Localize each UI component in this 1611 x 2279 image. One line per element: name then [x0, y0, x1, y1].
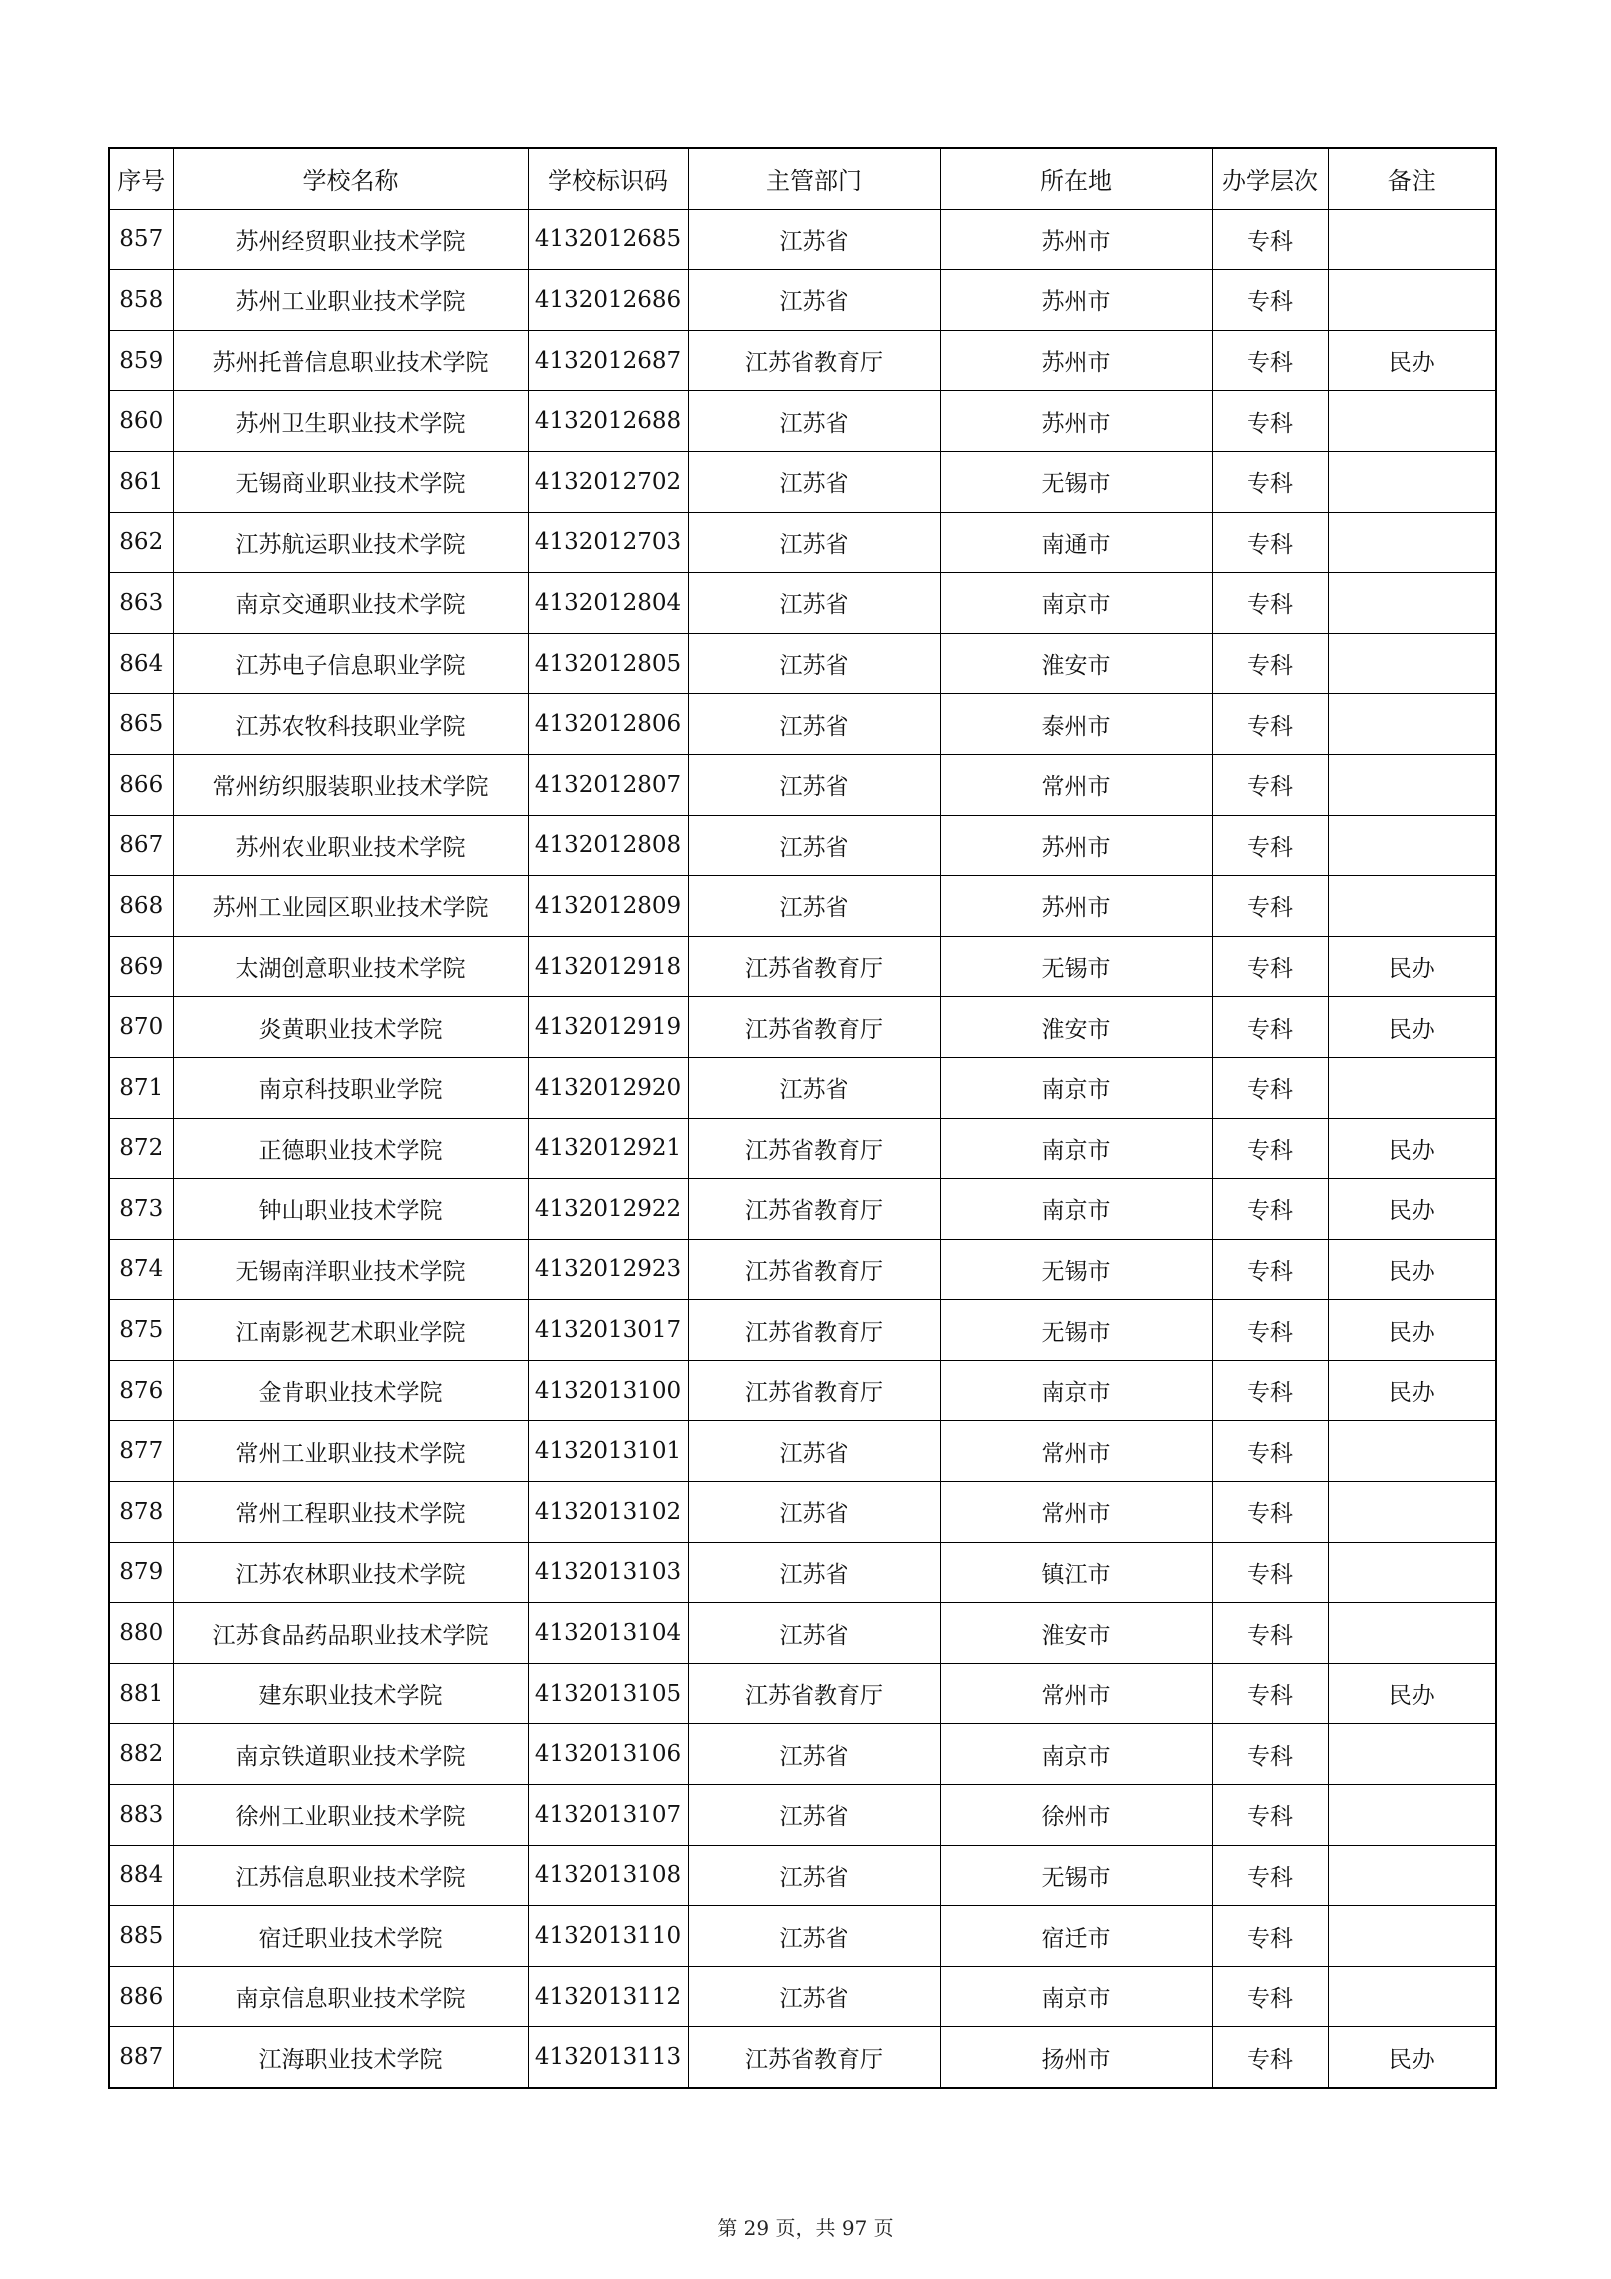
cell-row-index: 875 [109, 1300, 173, 1361]
cell-location: 苏州市 [940, 330, 1212, 391]
cell-remarks [1328, 1482, 1496, 1543]
table-row [109, 391, 1496, 452]
cell-remarks [1328, 1542, 1496, 1603]
cell-department: 江苏省 [688, 451, 940, 512]
cell-level: 专科 [1212, 270, 1328, 331]
table-row [109, 1785, 1496, 1846]
cell-row-index: 871 [109, 1057, 173, 1118]
cell-school-name: 建东职业技术学院 [173, 1663, 528, 1724]
cell-location: 无锡市 [940, 1300, 1212, 1361]
cell-location: 苏州市 [940, 209, 1212, 270]
table-header-row [109, 148, 1496, 209]
table-row [109, 1724, 1496, 1785]
cell-school-code: 4132012688 [528, 391, 688, 452]
table-row [109, 1906, 1496, 1967]
cell-row-index: 864 [109, 633, 173, 694]
cell-school-name: 江苏电子信息职业学院 [173, 633, 528, 694]
cell-school-code: 4132012809 [528, 876, 688, 937]
cell-department: 江苏省 [688, 1906, 940, 1967]
cell-level: 专科 [1212, 1239, 1328, 1300]
header-level: 办学层次 [1212, 148, 1328, 209]
cell-department: 江苏省 [688, 633, 940, 694]
cell-school-code: 4132013107 [528, 1785, 688, 1846]
cell-school-code: 4132013104 [528, 1603, 688, 1664]
cell-level: 专科 [1212, 754, 1328, 815]
cell-school-code: 4132013105 [528, 1663, 688, 1724]
cell-school-name: 苏州卫生职业技术学院 [173, 391, 528, 452]
cell-department: 江苏省 [688, 876, 940, 937]
cell-level: 专科 [1212, 451, 1328, 512]
cell-remarks: 民办 [1328, 1300, 1496, 1361]
cell-level: 专科 [1212, 1724, 1328, 1785]
cell-row-index: 862 [109, 512, 173, 573]
cell-department: 江苏省 [688, 1542, 940, 1603]
header-school-code: 学校标识码 [528, 148, 688, 209]
cell-department: 江苏省 [688, 694, 940, 755]
cell-level: 专科 [1212, 2027, 1328, 2088]
cell-remarks [1328, 451, 1496, 512]
cell-school-code: 4132012922 [528, 1179, 688, 1240]
cell-level: 专科 [1212, 1482, 1328, 1543]
cell-location: 扬州市 [940, 2027, 1212, 2088]
table-row [109, 270, 1496, 331]
cell-location: 常州市 [940, 1482, 1212, 1543]
cell-level: 专科 [1212, 936, 1328, 997]
table-body [109, 209, 1496, 2088]
cell-location: 南京市 [940, 1724, 1212, 1785]
cell-location: 常州市 [940, 1421, 1212, 1482]
cell-school-code: 4132012808 [528, 815, 688, 876]
table-row [109, 1360, 1496, 1421]
table-row [109, 1542, 1496, 1603]
cell-school-code: 4132013103 [528, 1542, 688, 1603]
cell-level: 专科 [1212, 330, 1328, 391]
cell-school-code: 4132012807 [528, 754, 688, 815]
cell-level: 专科 [1212, 997, 1328, 1058]
cell-school-name: 常州纺织服装职业技术学院 [173, 754, 528, 815]
cell-school-name: 苏州工业职业技术学院 [173, 270, 528, 331]
cell-remarks [1328, 876, 1496, 937]
cell-level: 专科 [1212, 1057, 1328, 1118]
table-row [109, 1603, 1496, 1664]
cell-department: 江苏省 [688, 573, 940, 634]
cell-level: 专科 [1212, 1542, 1328, 1603]
cell-school-code: 4132013112 [528, 1966, 688, 2027]
cell-row-index: 860 [109, 391, 173, 452]
cell-school-code: 4132013108 [528, 1845, 688, 1906]
cell-department: 江苏省教育厅 [688, 1118, 940, 1179]
cell-school-code: 4132012685 [528, 209, 688, 270]
cell-location: 淮安市 [940, 997, 1212, 1058]
cell-school-name: 太湖创意职业技术学院 [173, 936, 528, 997]
cell-remarks [1328, 1603, 1496, 1664]
table-row [109, 997, 1496, 1058]
cell-location: 苏州市 [940, 270, 1212, 331]
cell-location: 南京市 [940, 1966, 1212, 2027]
cell-level: 专科 [1212, 633, 1328, 694]
cell-remarks [1328, 1906, 1496, 1967]
cell-school-name: 苏州经贸职业技术学院 [173, 209, 528, 270]
cell-row-index: 870 [109, 997, 173, 1058]
cell-remarks: 民办 [1328, 1663, 1496, 1724]
cell-department: 江苏省教育厅 [688, 330, 940, 391]
table-row [109, 1239, 1496, 1300]
cell-school-code: 4132012805 [528, 633, 688, 694]
cell-level: 专科 [1212, 1603, 1328, 1664]
cell-location: 无锡市 [940, 451, 1212, 512]
cell-school-name: 常州工业职业技术学院 [173, 1421, 528, 1482]
cell-school-code: 4132012919 [528, 997, 688, 1058]
cell-school-name: 江南影视艺术职业学院 [173, 1300, 528, 1361]
cell-department: 江苏省 [688, 1603, 940, 1664]
cell-department: 江苏省 [688, 209, 940, 270]
cell-school-name: 江苏航运职业技术学院 [173, 512, 528, 573]
table-row [109, 330, 1496, 391]
cell-school-code: 4132012686 [528, 270, 688, 331]
cell-location: 南京市 [940, 1118, 1212, 1179]
cell-row-index: 863 [109, 573, 173, 634]
cell-remarks [1328, 1724, 1496, 1785]
cell-school-code: 4132012702 [528, 451, 688, 512]
cell-row-index: 857 [109, 209, 173, 270]
cell-school-name: 金肯职业技术学院 [173, 1360, 528, 1421]
cell-level: 专科 [1212, 1179, 1328, 1240]
table-row [109, 754, 1496, 815]
cell-school-name: 苏州托普信息职业技术学院 [173, 330, 528, 391]
cell-school-name: 江海职业技术学院 [173, 2027, 528, 2088]
cell-remarks [1328, 1966, 1496, 2027]
cell-location: 镇江市 [940, 1542, 1212, 1603]
cell-school-code: 4132013113 [528, 2027, 688, 2088]
cell-school-code: 4132013100 [528, 1360, 688, 1421]
cell-row-index: 866 [109, 754, 173, 815]
table-row [109, 512, 1496, 573]
cell-level: 专科 [1212, 876, 1328, 937]
table-row [109, 209, 1496, 270]
cell-department: 江苏省教育厅 [688, 1179, 940, 1240]
cell-location: 南京市 [940, 1179, 1212, 1240]
cell-department: 江苏省教育厅 [688, 1663, 940, 1724]
cell-remarks [1328, 694, 1496, 755]
cell-row-index: 883 [109, 1785, 173, 1846]
table-row [109, 694, 1496, 755]
cell-level: 专科 [1212, 1906, 1328, 1967]
table-row [109, 1179, 1496, 1240]
page-number: 第 29 页，共 97 页 [717, 2216, 894, 2240]
cell-row-index: 867 [109, 815, 173, 876]
cell-school-code: 4132013017 [528, 1300, 688, 1361]
header-remarks: 备注 [1328, 148, 1496, 209]
cell-location: 苏州市 [940, 815, 1212, 876]
cell-location: 无锡市 [940, 1845, 1212, 1906]
cell-school-code: 4132013101 [528, 1421, 688, 1482]
cell-school-code: 4132012921 [528, 1118, 688, 1179]
cell-school-name: 江苏食品药品职业技术学院 [173, 1603, 528, 1664]
cell-level: 专科 [1212, 573, 1328, 634]
cell-school-name: 南京铁道职业技术学院 [173, 1724, 528, 1785]
cell-row-index: 869 [109, 936, 173, 997]
cell-school-name: 钟山职业技术学院 [173, 1179, 528, 1240]
cell-row-index: 865 [109, 694, 173, 755]
cell-level: 专科 [1212, 512, 1328, 573]
cell-department: 江苏省教育厅 [688, 1300, 940, 1361]
table-row [109, 1421, 1496, 1482]
cell-department: 江苏省 [688, 1724, 940, 1785]
cell-department: 江苏省 [688, 1057, 940, 1118]
cell-remarks: 民办 [1328, 2027, 1496, 2088]
cell-level: 专科 [1212, 1966, 1328, 2027]
cell-school-name: 正德职业技术学院 [173, 1118, 528, 1179]
table-row [109, 633, 1496, 694]
cell-row-index: 881 [109, 1663, 173, 1724]
cell-school-name: 南京交通职业技术学院 [173, 573, 528, 634]
cell-school-name: 江苏农林职业技术学院 [173, 1542, 528, 1603]
cell-school-name: 徐州工业职业技术学院 [173, 1785, 528, 1846]
cell-department: 江苏省 [688, 512, 940, 573]
cell-school-name: 炎黄职业技术学院 [173, 997, 528, 1058]
cell-department: 江苏省教育厅 [688, 936, 940, 997]
cell-school-name: 江苏农牧科技职业学院 [173, 694, 528, 755]
cell-row-index: 874 [109, 1239, 173, 1300]
cell-row-index: 880 [109, 1603, 173, 1664]
cell-school-code: 4132012923 [528, 1239, 688, 1300]
cell-level: 专科 [1212, 694, 1328, 755]
cell-remarks [1328, 1057, 1496, 1118]
cell-department: 江苏省教育厅 [688, 997, 940, 1058]
cell-department: 江苏省 [688, 1966, 940, 2027]
cell-remarks: 民办 [1328, 330, 1496, 391]
cell-school-name: 无锡商业职业技术学院 [173, 451, 528, 512]
cell-school-name: 南京信息职业技术学院 [173, 1966, 528, 2027]
cell-department: 江苏省教育厅 [688, 1239, 940, 1300]
cell-level: 专科 [1212, 1300, 1328, 1361]
table-row [109, 1845, 1496, 1906]
cell-school-name: 苏州工业园区职业技术学院 [173, 876, 528, 937]
cell-location: 苏州市 [940, 876, 1212, 937]
table-row [109, 2027, 1496, 2088]
cell-school-name: 苏州农业职业技术学院 [173, 815, 528, 876]
cell-department: 江苏省教育厅 [688, 2027, 940, 2088]
table-row [109, 936, 1496, 997]
table-row [109, 1057, 1496, 1118]
cell-school-name: 南京科技职业学院 [173, 1057, 528, 1118]
table-row [109, 573, 1496, 634]
cell-row-index: 878 [109, 1482, 173, 1543]
cell-level: 专科 [1212, 815, 1328, 876]
cell-row-index: 861 [109, 451, 173, 512]
cell-school-code: 4132012806 [528, 694, 688, 755]
cell-school-code: 4132013106 [528, 1724, 688, 1785]
cell-level: 专科 [1212, 1663, 1328, 1724]
cell-level: 专科 [1212, 1421, 1328, 1482]
cell-school-name: 宿迁职业技术学院 [173, 1906, 528, 1967]
cell-row-index: 858 [109, 270, 173, 331]
table-row [109, 1118, 1496, 1179]
cell-row-index: 868 [109, 876, 173, 937]
header-department: 主管部门 [688, 148, 940, 209]
cell-department: 江苏省 [688, 1482, 940, 1543]
cell-remarks [1328, 754, 1496, 815]
cell-location: 淮安市 [940, 1603, 1212, 1664]
cell-row-index: 885 [109, 1906, 173, 1967]
cell-department: 江苏省 [688, 1785, 940, 1846]
cell-row-index: 876 [109, 1360, 173, 1421]
cell-location: 泰州市 [940, 694, 1212, 755]
cell-remarks [1328, 815, 1496, 876]
cell-department: 江苏省 [688, 270, 940, 331]
cell-location: 苏州市 [940, 391, 1212, 452]
cell-remarks [1328, 270, 1496, 331]
cell-remarks [1328, 1785, 1496, 1846]
cell-department: 江苏省 [688, 754, 940, 815]
cell-school-code: 4132012804 [528, 573, 688, 634]
cell-level: 专科 [1212, 209, 1328, 270]
cell-remarks: 民办 [1328, 997, 1496, 1058]
cell-remarks [1328, 209, 1496, 270]
cell-row-index: 882 [109, 1724, 173, 1785]
cell-level: 专科 [1212, 391, 1328, 452]
cell-location: 无锡市 [940, 1239, 1212, 1300]
cell-location: 宿迁市 [940, 1906, 1212, 1967]
table-row [109, 1966, 1496, 2027]
table-row [109, 876, 1496, 937]
header-school-name: 学校名称 [173, 148, 528, 209]
cell-school-code: 4132013102 [528, 1482, 688, 1543]
cell-row-index: 877 [109, 1421, 173, 1482]
cell-school-name: 常州工程职业技术学院 [173, 1482, 528, 1543]
cell-remarks: 民办 [1328, 1360, 1496, 1421]
cell-school-code: 4132013110 [528, 1906, 688, 1967]
cell-level: 专科 [1212, 1118, 1328, 1179]
cell-remarks [1328, 573, 1496, 634]
cell-school-name: 江苏信息职业技术学院 [173, 1845, 528, 1906]
cell-remarks [1328, 1421, 1496, 1482]
header-location: 所在地 [940, 148, 1212, 209]
cell-location: 常州市 [940, 1663, 1212, 1724]
table-row [109, 815, 1496, 876]
table-row [109, 1482, 1496, 1543]
cell-location: 淮安市 [940, 633, 1212, 694]
cell-remarks: 民办 [1328, 1239, 1496, 1300]
cell-level: 专科 [1212, 1785, 1328, 1846]
cell-remarks [1328, 633, 1496, 694]
cell-remarks [1328, 512, 1496, 573]
cell-remarks [1328, 391, 1496, 452]
header-index: 序号 [109, 148, 173, 209]
cell-row-index: 873 [109, 1179, 173, 1240]
cell-level: 专科 [1212, 1360, 1328, 1421]
cell-location: 无锡市 [940, 936, 1212, 997]
cell-school-code: 4132012687 [528, 330, 688, 391]
table-row [109, 1300, 1496, 1361]
cell-row-index: 872 [109, 1118, 173, 1179]
cell-location: 常州市 [940, 754, 1212, 815]
cell-department: 江苏省 [688, 391, 940, 452]
table-row [109, 1663, 1496, 1724]
cell-level: 专科 [1212, 1845, 1328, 1906]
cell-location: 南通市 [940, 512, 1212, 573]
cell-location: 南京市 [940, 1360, 1212, 1421]
cell-location: 南京市 [940, 1057, 1212, 1118]
cell-row-index: 887 [109, 2027, 173, 2088]
table-row [109, 451, 1496, 512]
cell-school-code: 4132012920 [528, 1057, 688, 1118]
cell-department: 江苏省教育厅 [688, 1360, 940, 1421]
cell-school-name: 无锡南洋职业技术学院 [173, 1239, 528, 1300]
cell-school-code: 4132012918 [528, 936, 688, 997]
cell-remarks [1328, 1845, 1496, 1906]
school-list-table [108, 147, 1497, 2089]
cell-location: 徐州市 [940, 1785, 1212, 1846]
cell-location: 南京市 [940, 573, 1212, 634]
cell-school-code: 4132012703 [528, 512, 688, 573]
cell-row-index: 886 [109, 1966, 173, 2027]
cell-remarks: 民办 [1328, 1179, 1496, 1240]
cell-row-index: 879 [109, 1542, 173, 1603]
cell-department: 江苏省 [688, 815, 940, 876]
cell-department: 江苏省 [688, 1845, 940, 1906]
cell-row-index: 859 [109, 330, 173, 391]
cell-department: 江苏省 [688, 1421, 940, 1482]
cell-row-index: 884 [109, 1845, 173, 1906]
cell-remarks: 民办 [1328, 936, 1496, 997]
cell-remarks: 民办 [1328, 1118, 1496, 1179]
